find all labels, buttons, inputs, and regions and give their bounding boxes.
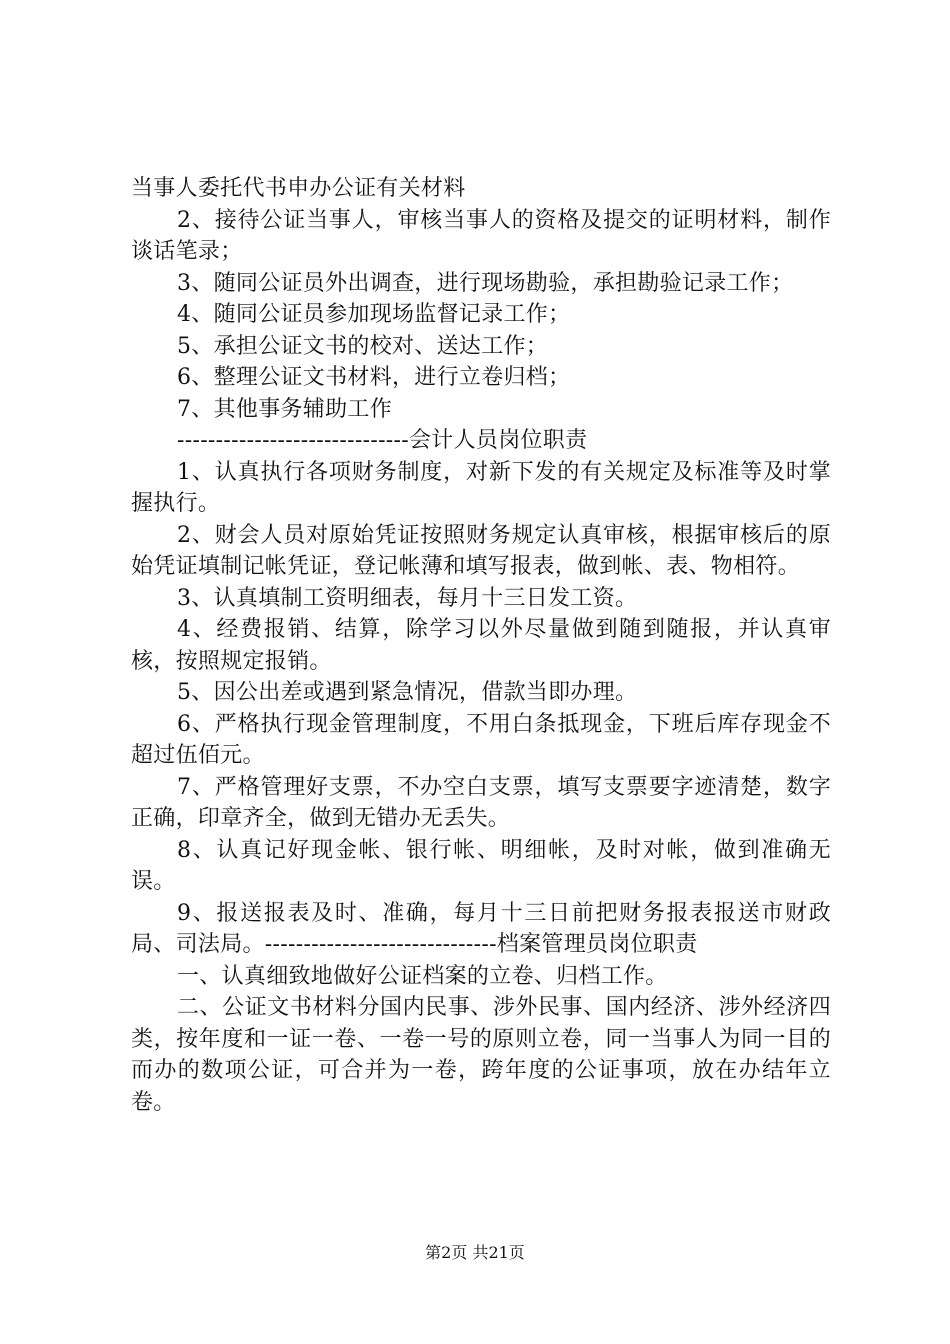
paragraph: 3、认真填制工资明细表，每月十三日发工资。	[177, 585, 638, 611]
paragraph: 3、随同公证员外出调查，进行现场勘验，承担勘验记录工作；	[177, 270, 794, 296]
paragraph: 2、接待公证当事人，审核当事人的资格及提交的证明材料，制作谈话笔录；	[131, 207, 831, 264]
paragraph: 二、公证文书材料分国内民事、涉外民事、国内经济、涉外经济四类，按年度和一证一卷、一卷一号的原则立卷，同一当事人为同一目的而办的数项公证，可合并为一卷，跨年度的公证事项，放在办结年立卷。	[131, 995, 831, 1115]
paragraph: 5、因公出差或遇到紧急情况，借款当即办理。	[177, 680, 638, 705]
paragraph: 2、财会人员对原始凭证按照财务规定认真审核，根据审核后的原始凭证填制记帐凭证，登记帐薄和填写报表，做到帐、表、物相符。	[131, 522, 831, 579]
page-footer	[0, 1240, 950, 1263]
paragraph: 1、认真执行各项财务制度，对新下发的有关规定及标准等及时掌握执行。	[131, 459, 831, 516]
paragraph: 6、严格执行现金管理制度，不用白条抵现金，下班后库存现金不超过伍佰元。	[131, 711, 831, 768]
paragraph: 4、随同公证员参加现场监督记录工作；	[177, 302, 571, 327]
paragraph: 7、严格管理好支票，不办空白支票，填写支票要字迹清楚，数字正确，印章齐全，做到无错办无丢失。	[131, 774, 831, 831]
paragraph: 7、其他事务辅助工作	[177, 396, 392, 422]
page-number: 第2页 共21页	[425, 1243, 525, 1262]
paragraph-continuation: 当事人委托代书申办公证有关材料	[131, 176, 466, 201]
section-divider-heading: ------------------------------会计人员岗位职责	[177, 428, 588, 453]
paragraph: 6、整理公证文书材料，进行立卷归档；	[177, 365, 571, 390]
paragraph: 一、认真细致地做好公证档案的立卷、归档工作。	[177, 963, 668, 989]
document-body	[131, 173, 831, 1118]
paragraph: 4、经费报销、结算，除学习以外尽量做到随到随报，并认真审核，按照规定报销。	[131, 617, 831, 674]
paragraph: 8、认真记好现金帐、银行帐、明细帐，及时对帐，做到准确无误。	[131, 837, 831, 894]
paragraph: 9、报送报表及时、准确，每月十三日前把财务报表报送市财政局、司法局。------------------------------档案管理员岗位职责	[131, 900, 831, 957]
paragraph: 5、承担公证文书的校对、送达工作；	[177, 333, 549, 359]
